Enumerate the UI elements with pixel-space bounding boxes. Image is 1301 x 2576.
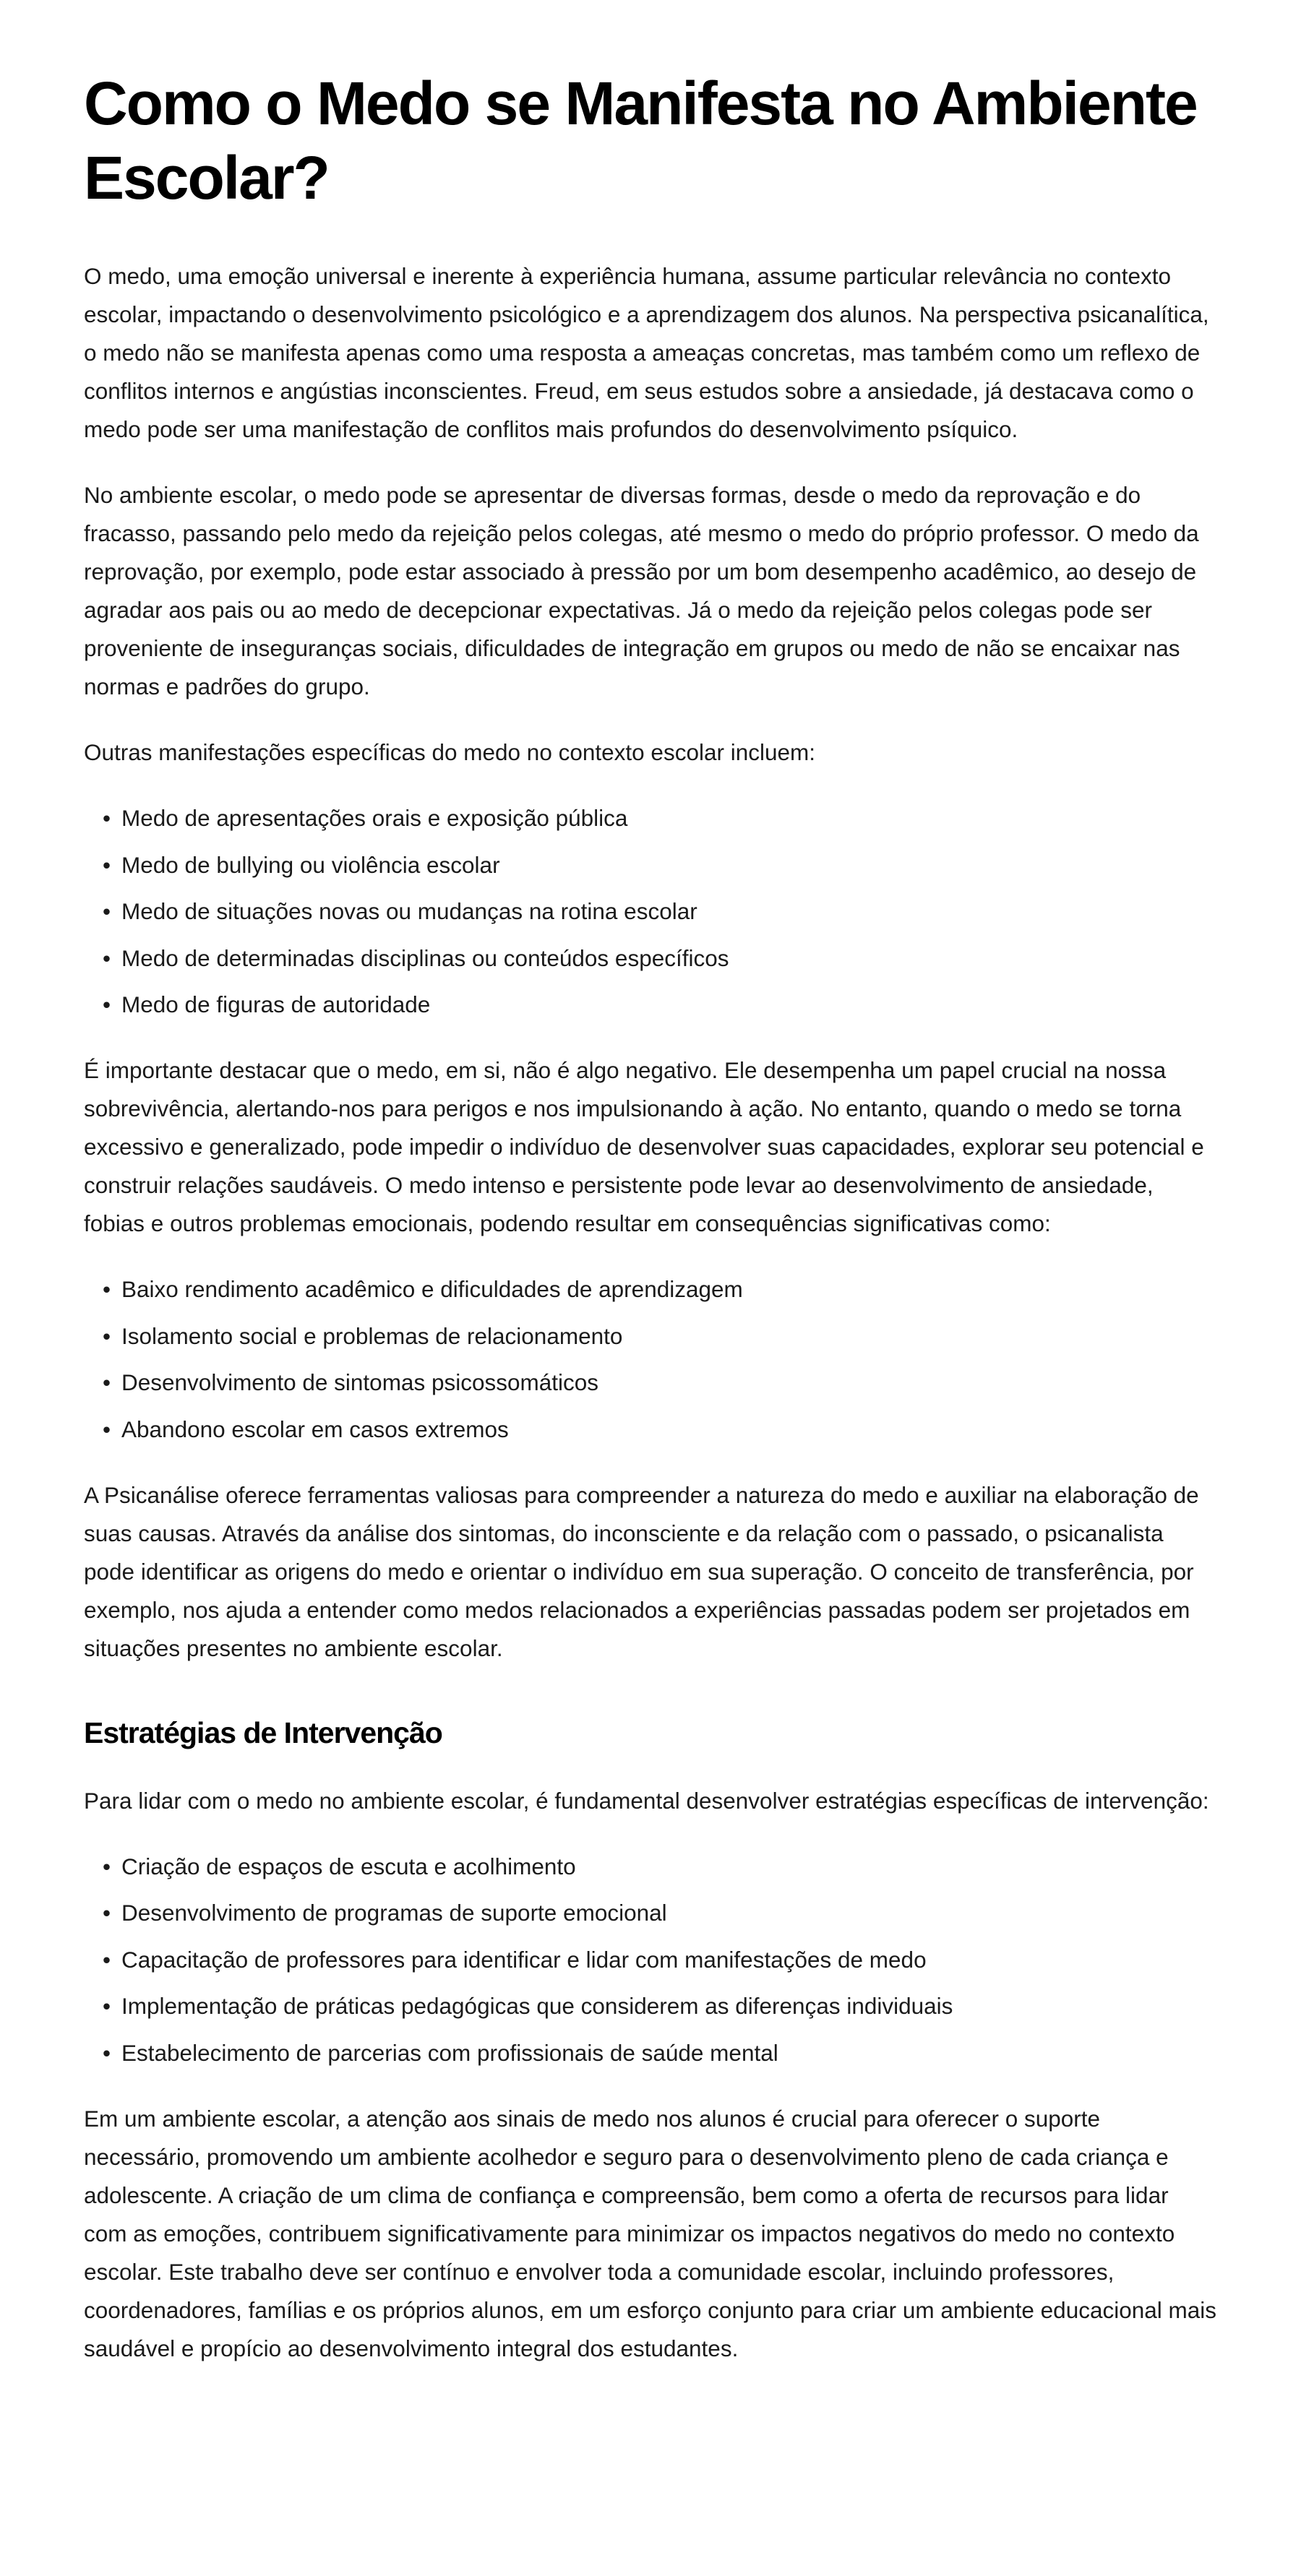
bullet-icon: • xyxy=(103,1946,111,1973)
list-item-text: Desenvolvimento de sintomas psicossomáticos xyxy=(121,1369,599,1395)
list-item-text: Abandono escolar em casos extremos xyxy=(121,1416,509,1442)
list-item xyxy=(84,1894,1217,1932)
bullet-icon: • xyxy=(103,898,111,924)
manifestations-list xyxy=(84,799,1217,1024)
bullet-icon: • xyxy=(103,1900,111,1926)
bullet-icon: • xyxy=(103,851,111,878)
list-item xyxy=(84,846,1217,884)
list-item-text: Capacitação de professores para identificar e lidar com manifestações de medo xyxy=(121,1946,927,1973)
paragraph-conclusion: Em um ambiente escolar, a atenção aos sinais de medo nos alunos é crucial para oferecer o suporte necessário, promovendo um ambiente acolhedor e seguro para o desenvolvimento pleno de cada criança e adolescente. A criação de um clima de confiança e compreensão, bem como a oferta de recursos para lidar com as emoções, contribuem significativamente para minimizar os impactos negativos do medo no contexto escolar. Este trabalho deve ser contínuo e envolver toda a comunidade escolar, incluindo professores, coordenadores, famílias e os próprios alunos, em um esforço conjunto para criar um ambiente educacional mais saudável e propício ao desenvolvimento integral dos estudantes. xyxy=(84,2105,1217,2361)
list-item xyxy=(84,892,1217,931)
list-item-text: Medo de situações novas ou mudanças na rotina escolar xyxy=(121,898,697,924)
list-item xyxy=(84,799,1217,837)
bullet-icon: • xyxy=(103,805,111,831)
bullet-icon: • xyxy=(103,1276,111,1302)
page-title: Como o Medo se Manifesta no Ambiente Escolar? xyxy=(84,69,1197,212)
paragraph-manifestations-intro: Outras manifestações específicas do medo no contexto escolar incluem: xyxy=(84,739,816,765)
bullet-icon: • xyxy=(103,1369,111,1395)
list-item xyxy=(84,1848,1217,1886)
list-item-text: Medo de figuras de autoridade xyxy=(121,991,431,1017)
paragraph-forms-of-fear: No ambiente escolar, o medo pode se apresentar de diversas formas, desde o medo da reprovação e do fracasso, passando pelo medo da rejeição pelos colegas, até mesmo o medo do próprio professor. O medo da reprovação, por exemplo, pode estar associado à pressão por um bom desempenho acadêmico, ao desejo de agradar aos pais ou ao medo de decepcionar expectativas. Já o medo da rejeição pelos colegas pode ser proveniente de inseguranças sociais, dificuldades de integração em grupos ou medo de não se encaixar nas normas e padrões do grupo. xyxy=(84,482,1199,699)
list-item-text: Medo de determinadas disciplinas ou conteúdos específicos xyxy=(121,944,729,971)
paragraph-strategies-intro: Para lidar com o medo no ambiente escolar, é fundamental desenvolver estratégias específicas de intervenção: xyxy=(84,1787,1209,1814)
bullet-icon: • xyxy=(103,2039,111,2066)
bullet-icon: • xyxy=(103,1416,111,1442)
list-item-text: Baixo rendimento acadêmico e dificuldades de aprendizagem xyxy=(121,1276,743,1302)
list-item xyxy=(84,2034,1217,2072)
consequences-list xyxy=(84,1270,1217,1449)
list-item xyxy=(84,986,1217,1024)
bullet-icon: • xyxy=(103,991,111,1017)
list-item xyxy=(84,1270,1217,1309)
list-item-text: Implementação de práticas pedagógicas que considerem as diferenças individuais xyxy=(121,1993,953,2019)
paragraph-psychoanalysis: A Psicanálise oferece ferramentas valiosas para compreender a natureza do medo e auxiliar na elaboração de suas causas. Através da análise dos sintomas, do inconsciente e da relação com o passado, o psicanalista pode identificar as origens do medo e orientar o indivíduo em sua superação. O conceito de transferência, por exemplo, nos ajuda a entender como medos relacionados a experiências passadas podem ser projetados em situações presentes no ambiente escolar. xyxy=(84,1481,1199,1661)
list-item-text: Criação de espaços de escuta e acolhimento xyxy=(121,1853,576,1879)
strategies-list xyxy=(84,1848,1217,2072)
list-item xyxy=(84,1941,1217,1979)
bullet-icon: • xyxy=(103,944,111,971)
list-item xyxy=(84,939,1217,978)
list-item xyxy=(84,1987,1217,2025)
list-item-text: Estabelecimento de parcerias com profissionais de saúde mental xyxy=(121,2039,778,2066)
list-item-text: Desenvolvimento de programas de suporte emocional xyxy=(121,1900,667,1926)
paragraph-fear-not-negative: É importante destacar que o medo, em si, não é algo negativo. Ele desempenha um papel crucial na nossa sobrevivência, alertando-nos para perigos e nos impulsionando à ação. No entanto, quando o medo se torna excessivo e generalizado, pode impedir o indivíduo de desenvolver suas capacidades, explorar seu potencial e construir relações saudáveis. O medo intenso e persistente pode levar ao desenvolvimento de ansiedade, fobias e outros problemas emocionais, podendo resultar em consequências significativas como: xyxy=(84,1057,1204,1236)
list-item-text: Medo de apresentações orais e exposição pública xyxy=(121,805,628,831)
list-item xyxy=(84,1317,1217,1356)
list-item xyxy=(84,1410,1217,1449)
list-item xyxy=(84,1364,1217,1402)
bullet-icon: • xyxy=(103,1853,111,1879)
bullet-icon: • xyxy=(103,1322,111,1349)
intro-paragraph: O medo, uma emoção universal e inerente à experiência humana, assume particular relevância no contexto escolar, impactando o desenvolvimento psicológico e a aprendizagem dos alunos. Na perspectiva psicanalítica, o medo não se manifesta apenas como uma resposta a ameaças concretas, mas também como um reflexo de conflitos internos e angústias inconscientes. Freud, em seus estudos sobre a ansiedade, já destacava como o medo pode ser uma manifestação de conflitos mais profundos do desenvolvimento psíquico. xyxy=(84,263,1209,442)
list-item-text: Medo de bullying ou violência escolar xyxy=(121,851,500,878)
list-item-text: Isolamento social e problemas de relacionamento xyxy=(121,1322,623,1349)
bullet-icon: • xyxy=(103,1993,111,2019)
section-heading-strategies: Estratégias de Intervenção xyxy=(84,1715,442,1749)
